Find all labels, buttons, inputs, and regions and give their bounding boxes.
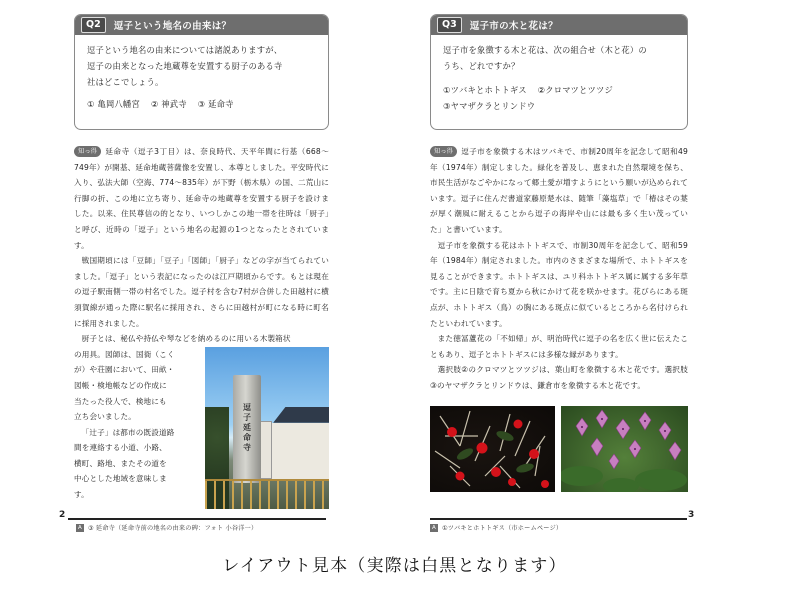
- text-line: 立ち会いました。: [74, 412, 136, 422]
- right-footer-rule: [430, 518, 687, 520]
- caption-text: ①ツバキとホトトギス（市ホームページ）: [441, 525, 563, 532]
- temple-wall-shape: [267, 423, 329, 479]
- flower-photos: [430, 406, 688, 492]
- text-line: が）や荘園において、田畝・: [74, 365, 175, 375]
- paragraph-first-line: 厨子とは、秘仏や持仏や琴などを納めるのに用いる木製箱状: [81, 334, 291, 344]
- bamboo-fence-shape: [205, 479, 329, 509]
- text-line: 当たった役人で、検地にも: [74, 396, 167, 406]
- question-line: 逗子の由来となった地蔵尊を安置する厨子のある寺: [87, 61, 283, 71]
- hototogisu-photo: [561, 406, 688, 492]
- left-footer-rule: [68, 518, 326, 520]
- camellia-photo: [430, 406, 555, 492]
- tip-badge: 知っ得: [74, 146, 101, 157]
- question-title: 逗子という地名の由来は？: [113, 21, 232, 32]
- caption-answer-mark: A: [432, 525, 436, 531]
- paragraph: 逗子市を象徴する木はツバキで、市制20周年を記念して昭和49年（1974年）制定しました。緑化を普及し、恵まれた自然環境を保ち、市民生活がなごやかになって郷土愛が増すようにという願いが込められています。逗子に住んだ書道家藤原楚水は、随筆「藻塩草」で「椿はその葉が厚く潮風に耐えることから逗子の海岸や山には最も多く生い茂っていた」と書いています。: [430, 147, 688, 234]
- text-line: す。: [74, 490, 89, 500]
- answer-body: [430, 144, 688, 394]
- paragraph: 選択肢②のクロマツとツツジは、葉山町を象徴する木と花です。選択肢③のヤマザクラとリンドウは、鎌倉市を象徴する木と花です。: [430, 365, 688, 390]
- monument-inscription: 逗子延命寺: [243, 402, 252, 452]
- layout-sample-note: レイアウト見本（実際は白黒となります）: [222, 556, 567, 576]
- text-line: 図帳・検地帳などの作成に: [74, 380, 167, 390]
- question-text: [431, 35, 687, 114]
- right-page: [430, 14, 688, 492]
- tip-badge: 知っ得: [430, 146, 457, 157]
- paragraph: また徳冨蘆花の「不如帰」が、明治時代に逗子の名を広く世に伝えたこともあり、逗子とホトトギスには多様な縁があります。: [430, 334, 688, 359]
- photo-text-block: [74, 331, 329, 518]
- question-line: うち、どれですか？: [443, 61, 520, 71]
- narrow-text-column: [74, 347, 196, 503]
- paragraph: 逗子市を象徴する花はホトトギスで、市制30周年を記念して、昭和59年（1984年）制定されました。市内のさまざまな場所で、ホトトギスを見ることができます。ホトトギスは、ユリ科ホトトギス属に属する多年草です。主に日陰で育ち夏から秋にかけて花を咲かせます。花びらにある斑点が、ホトトギス（鳥）の胸にある斑点に似ているところから名付けられたといわれています。: [430, 240, 688, 328]
- choice-1: ① 亀岡八幡宮: [87, 99, 140, 109]
- left-photo-caption: [76, 523, 257, 532]
- right-page-number: 3: [688, 510, 695, 520]
- text-line: 中心とした地域を意味しま: [74, 474, 167, 484]
- enmeiji-monument-photo: [205, 347, 329, 509]
- question-text: [75, 35, 328, 112]
- question-number: Q2: [81, 17, 106, 33]
- question-box-q3: [430, 14, 688, 130]
- question-title: 逗子市の木と花は？: [469, 21, 558, 32]
- sign-post-shape: [260, 421, 272, 479]
- camellia-illustration: [430, 406, 555, 492]
- choice-2: ② 神武寺: [150, 99, 187, 109]
- question-line: 逗子という地名の由来については諸説ありますが、: [87, 45, 283, 55]
- choice-3: ③ヤマザクラとリンドウ: [443, 101, 536, 111]
- right-photo-caption: [430, 523, 562, 532]
- choice-1: ①ツバキとホトトギス: [443, 85, 527, 95]
- temple-roof-shape: [267, 407, 329, 423]
- question-header: [431, 15, 687, 35]
- answer-choices: [443, 82, 677, 114]
- answer-choices: [87, 96, 318, 112]
- hototogisu-illustration: [561, 406, 688, 492]
- left-page-number: 2: [59, 510, 66, 520]
- answer-body: [74, 144, 329, 518]
- question-header: [75, 15, 328, 35]
- question-line: 社はどこでしょう。: [87, 77, 164, 87]
- choice-3: ③ 延命寺: [197, 99, 234, 109]
- text-line: 間を連絡する小道、小路、: [74, 443, 167, 453]
- text-line: 「辻子」は都市の既設道路: [81, 427, 175, 437]
- question-box-q2: [74, 14, 329, 130]
- text-line: の用具。図師は、国衙（こく: [74, 349, 175, 359]
- paragraph: 延命寺（逗子3丁目）は、奈良時代、天平年間に行基（668〜749年）が開基、延命地蔵菩薩像を安置し、本尊としました。平安時代に入り、弘法大師（空海、774〜835年）が下野（栃木県）の国、二荒山に行脚の折、この地に立ち寄り、延命寺の地蔵尊を安置する厨子を設けました。以来、住民尊信の的となり、いつしかこの地一帯を往時は「厨子」と呼び、近時の「逗子」という地名の起源の1つとなったとされています。: [74, 147, 329, 250]
- caption-text: ③ 延命寺（延命寺前の地名の由来の碑：フォト 小谷洋一）: [87, 525, 258, 532]
- left-page: [74, 14, 329, 518]
- text-line: 横町、路地、またその道を: [74, 458, 167, 468]
- caption-answer-mark: A: [78, 525, 82, 531]
- choice-2: ②クロマツとツツジ: [537, 85, 613, 95]
- paragraph: 戦国期頃には「豆師」「豆子」「図師」「厨子」などの字が当てられていました。「逗子」という表記になったのは江戸期頃からです。もとは現在の逗子駅南側一帯の村名でした。逗子村を含む7村が合併した田越村に横須賀線が通った際に駅名に採用され、さらに田越村が町になる時に町名に採用されました。: [74, 256, 329, 328]
- question-line: 逗子市を象徴する木と花は、次の組合せ（木と花）の: [443, 45, 647, 55]
- question-number: Q3: [437, 17, 462, 33]
